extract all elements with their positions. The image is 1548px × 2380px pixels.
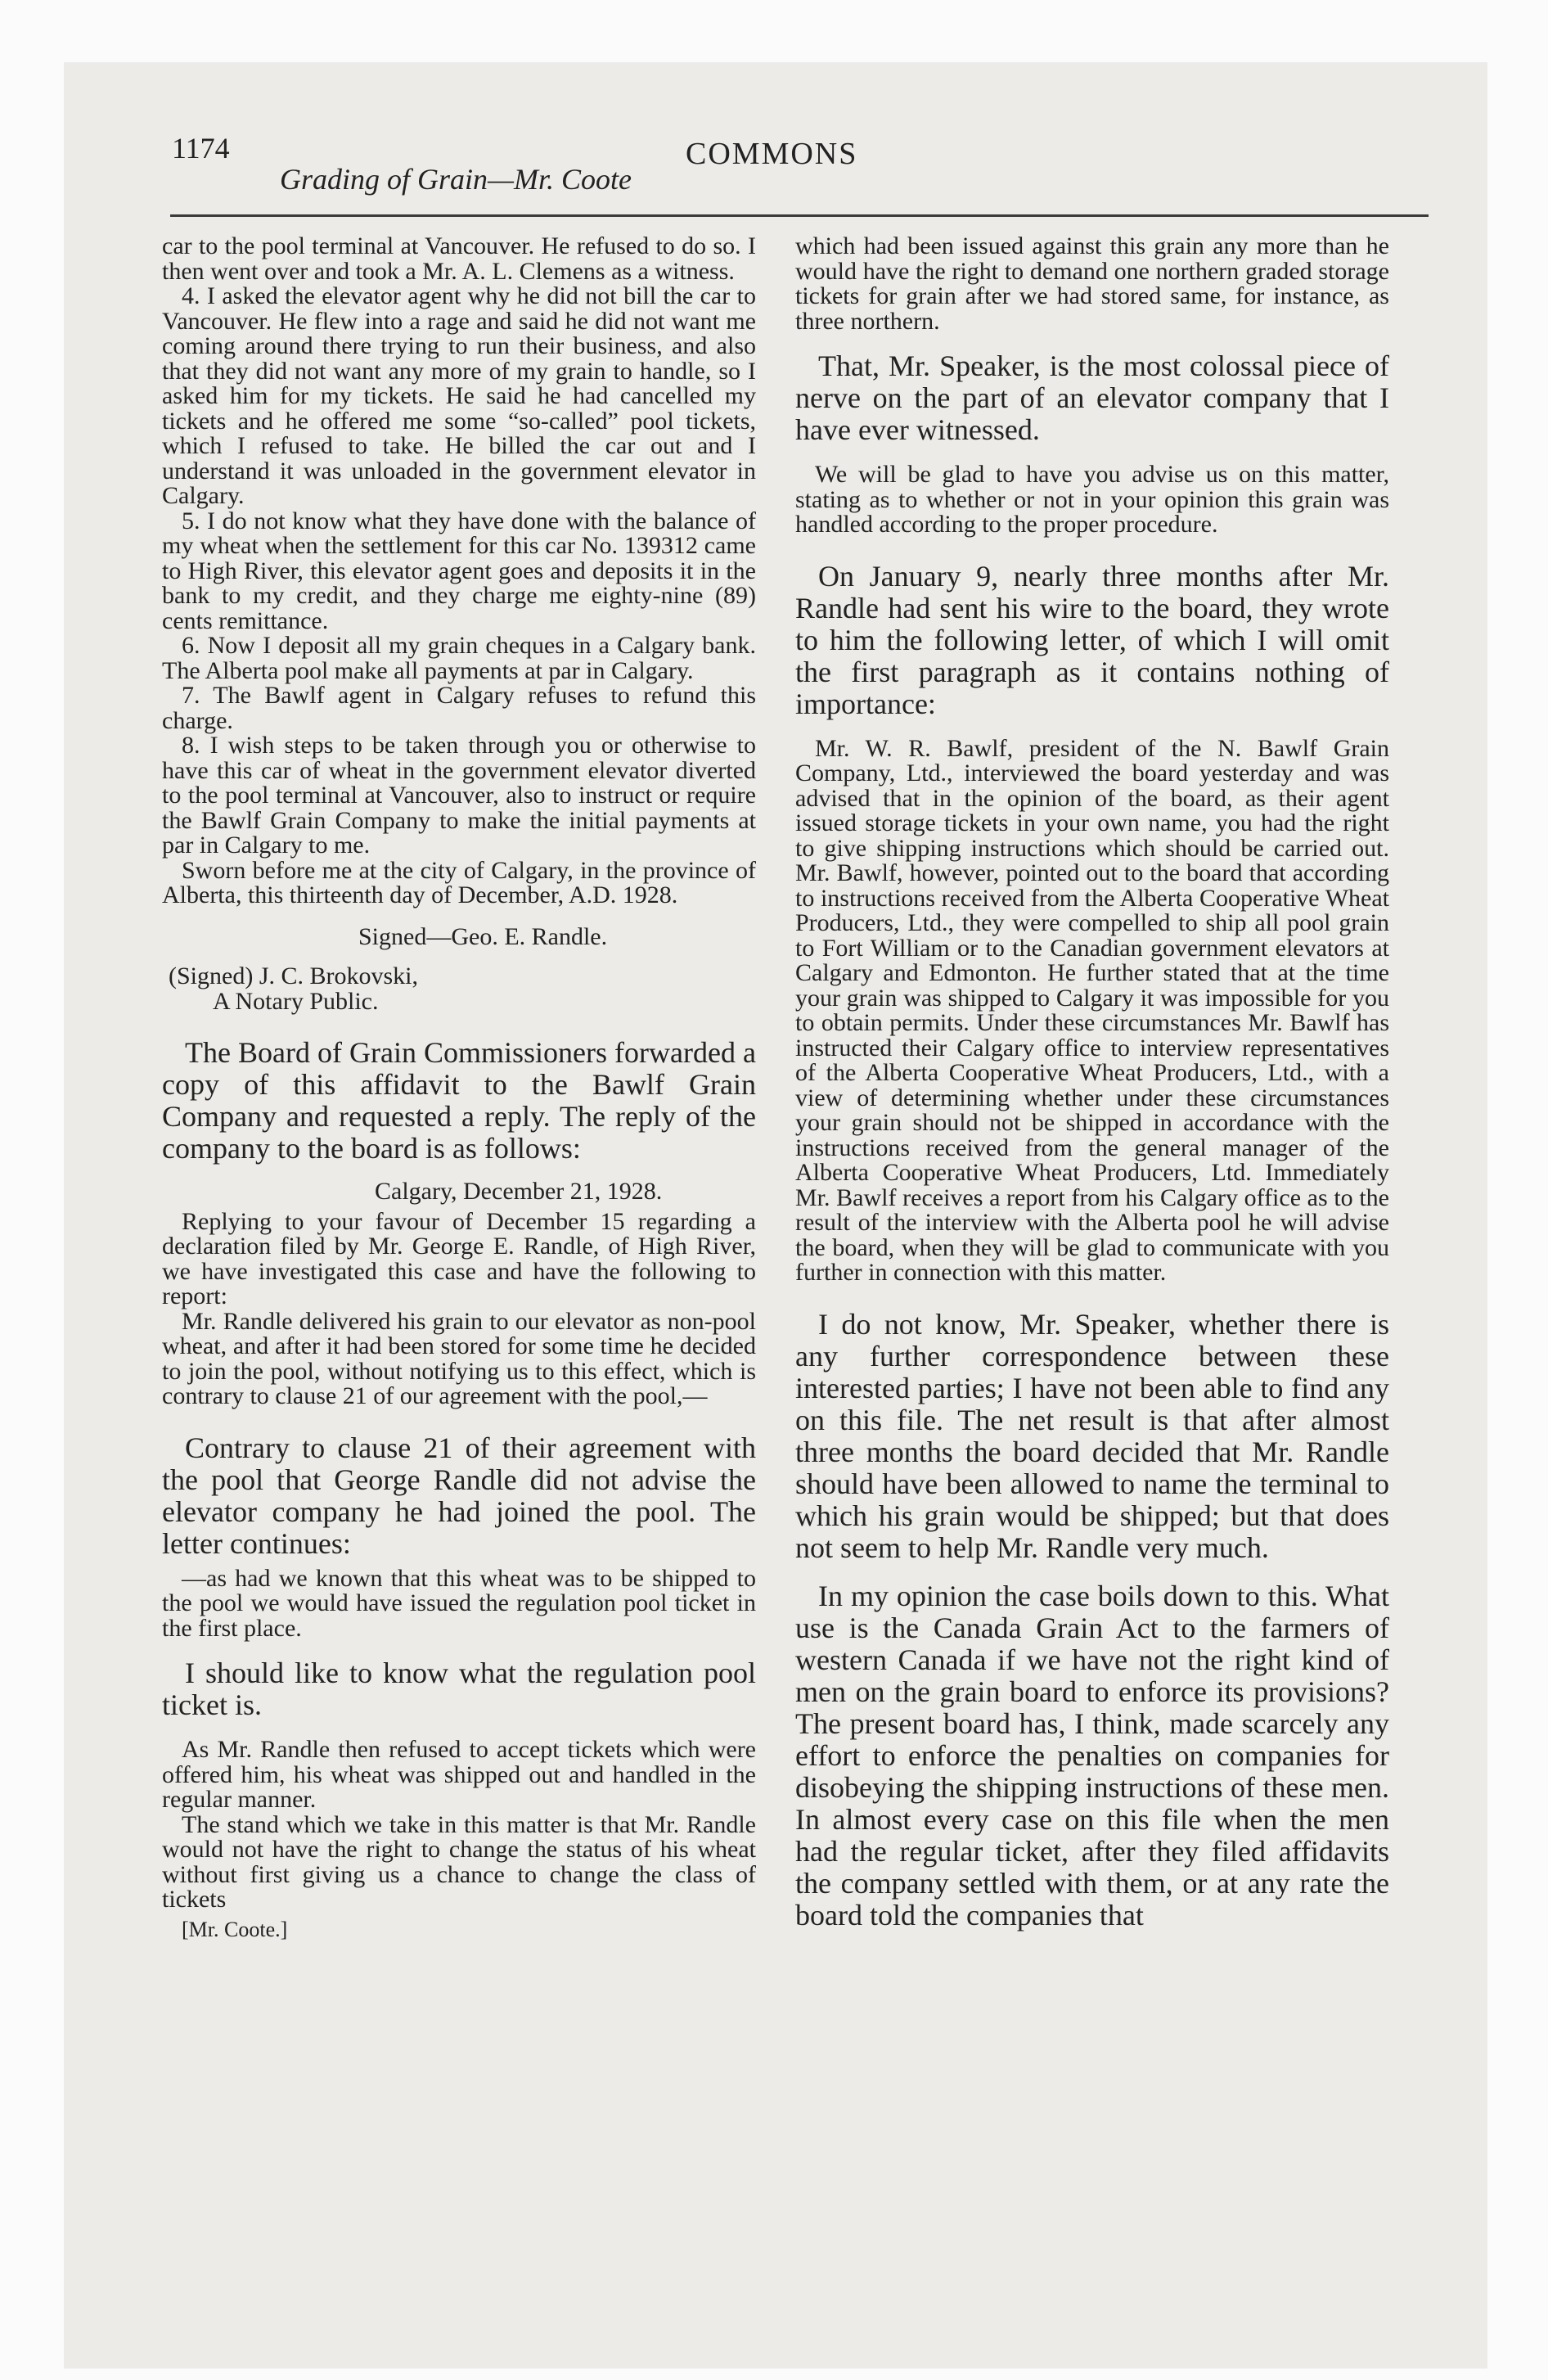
body-paragraph: I do not know, Mr. Speaker, whether there is any further correspondence between these interested parties; I have not been able to find any on this file. The net result is that after almost three months the board decided that Mr. Randle should have been allowed to name the terminal to which his grain would be shipped; but that does not seem to help Mr. Randle very much. xyxy=(795,1307,1389,1564)
body-paragraph: I should like to know what the regulation pool ticket is. xyxy=(162,1657,756,1721)
letter-paragraph: The stand which we take in this matter is that Mr. Randle would not have the right to change the status of his wheat without first giving us a chance to change the class of tickets xyxy=(162,1810,756,1913)
affidavit-paragraph: 5. I do not know what they have done with the balance of my wheat when the settlement for this car No. 139312 came to High River, this elevator agent goes and deposits it in the bank to my credit, and they charge me eighty-nine (89) cents remittance. xyxy=(162,507,756,634)
body-paragraph: That, Mr. Speaker, is the most colossal piece of nerve on the part of an elevator company that I have ever witnessed. xyxy=(795,349,1389,446)
signature-line: Signed—Geo. E. Randle. xyxy=(358,922,608,950)
letter-paragraph: Replying to your favour of December 15 regarding a declaration filed by Mr. George E. Randle, of High River, we have investigated this case and have the following to report: xyxy=(162,1207,756,1309)
header-rule xyxy=(170,214,1429,217)
letter-date: Calgary, December 21, 1928. xyxy=(375,1178,663,1205)
affidavit-paragraph: 7. The Bawlf agent in Calgary refuses to refund this charge. xyxy=(162,682,756,734)
affidavit-paragraph: 6. Now I deposit all my grain cheques in a Calgary bank. The Alberta pool make all payments at par in Calgary. xyxy=(162,632,756,684)
letter-paragraph: Mr. Randle delivered his grain to our elevator as non-pool wheat, and after it had been stored for some time he decided to join the pool, without notifying us to this effect, which is contrary to clause 21 of our agreement with the pool,— xyxy=(162,1307,756,1409)
affidavit-paragraph: 4. I asked the elevator agent why he did not bill the car to Vancouver. He flew into a rage and said he did not want me coming around there trying to run their business, and also that they did not want any more of my grain to handle, so I asked him for my tickets. He said he had cancelled my tickets and he offered me some “so-called” pool tickets, which I refused to take. He billed the car out and I understand it was unloaded in the government elevator in Calgary. xyxy=(162,282,756,509)
page-number: 1174 xyxy=(172,132,230,165)
speaker-mark: [Mr. Coote.] xyxy=(182,1917,288,1941)
affidavit-paragraph: car to the pool terminal at Vancouver. He refused to do so. I then went over and took a Mr. A. L. Clemens as a witness. xyxy=(162,232,756,285)
letter-paragraph: which had been issued against this grain any more than he would have the right to demand one northern graded storage tickets for grain after we had stored same, for instance, as three northern. xyxy=(795,232,1389,335)
affidavit-paragraph: Sworn before me at the city of Calgary, in the province of Alberta, this thirteenth day of December, A.D. 1928. xyxy=(162,856,756,908)
notary-title: A Notary Public. xyxy=(213,987,379,1015)
affidavit-paragraph: 8. I wish steps to be taken through you or otherwise to have this car of wheat in the government elevator diverted to the pool terminal at Vancouver, also to instruct or require the Bawlf Grain Company to make the initial payments at par in Calgary to me. xyxy=(162,732,756,859)
left-column xyxy=(162,234,756,1942)
letter-paragraph: Mr. W. R. Bawlf, president of the N. Bawlf Grain Company, Ltd., interviewed the board yesterday and was advised that in the opinion of the board, as their agent issued storage tickets in your own name, you had the right to give shipping instructions which should be carried out. Mr. Bawlf, however, pointed out to the board that according to instructions received from the Alberta Cooperative Wheat Producers, Ltd., they were compelled to ship all pool grain to Fort William or to the Canadian government elevators at Calgary and Edmonton. He further stated that at the time your grain was shipped to Calgary it was impossible for you to obtain permits. Under these circumstances Mr. Bawlf has instructed their Calgary office to interview representatives of the Alberta Cooperative Wheat Producers, Ltd., with a view of determining whether under these circumstances your grain should not be shipped in accordance with the instructions received from the general manager of the Alberta Cooperative Wheat Producers, Ltd. Immediately Mr. Bawlf receives a report from his Calgary office as to the result of the interview with the Alberta pool he will advise the board, when they will be glad to communicate with you further in connection with this matter. xyxy=(795,734,1389,1286)
body-paragraph: In my opinion the case boils down to this. What use is the Canada Grain Act to the farmers of western Canada if we have not the right kind of men on the grain board to enforce its provisions? The present board has, I think, made scarcely any effort to enforce the penalties on companies for disobeying the shipping instructions of these men. In almost every case on this file when the men had the regular ticket, after they filed affidavits the company settled with them, or at any rate the board told the companies that xyxy=(795,1579,1389,1931)
right-column xyxy=(795,234,1389,1931)
body-paragraph: On January 9, nearly three months after Mr. Randle had sent his wire to the board, they wrote to him the following letter, of which I will omit the first paragraph as it contains nothing of importance: xyxy=(795,559,1389,720)
letter-paragraph: We will be glad to have you advise us on this matter, stating as to whether or not in your opinion this grain was handled according to the proper procedure. xyxy=(795,461,1389,538)
house-heading: COMMONS xyxy=(686,137,858,171)
letter-paragraph: As Mr. Randle then refused to accept tickets which were offered him, his wheat was shipped out and handled in the regular manner. xyxy=(162,1736,756,1813)
section-heading: Grading of Grain—Mr. Coote xyxy=(280,163,632,196)
body-paragraph: The Board of Grain Commissioners forwarded a copy of this affidavit to the Bawlf Grain Company and requested a reply. The reply of the company to the board is as follows: xyxy=(162,1036,756,1165)
body-paragraph: Contrary to clause 21 of their agreement with the pool that George Randle did not advise the elevator company he had joined the pool. The letter continues: xyxy=(162,1431,756,1560)
notary-name: (Signed) J. C. Brokovski, xyxy=(169,962,419,989)
letter-paragraph: —as had we known that this wheat was to be shipped to the pool we would have issued the regulation pool ticket in the first place. xyxy=(162,1564,756,1642)
